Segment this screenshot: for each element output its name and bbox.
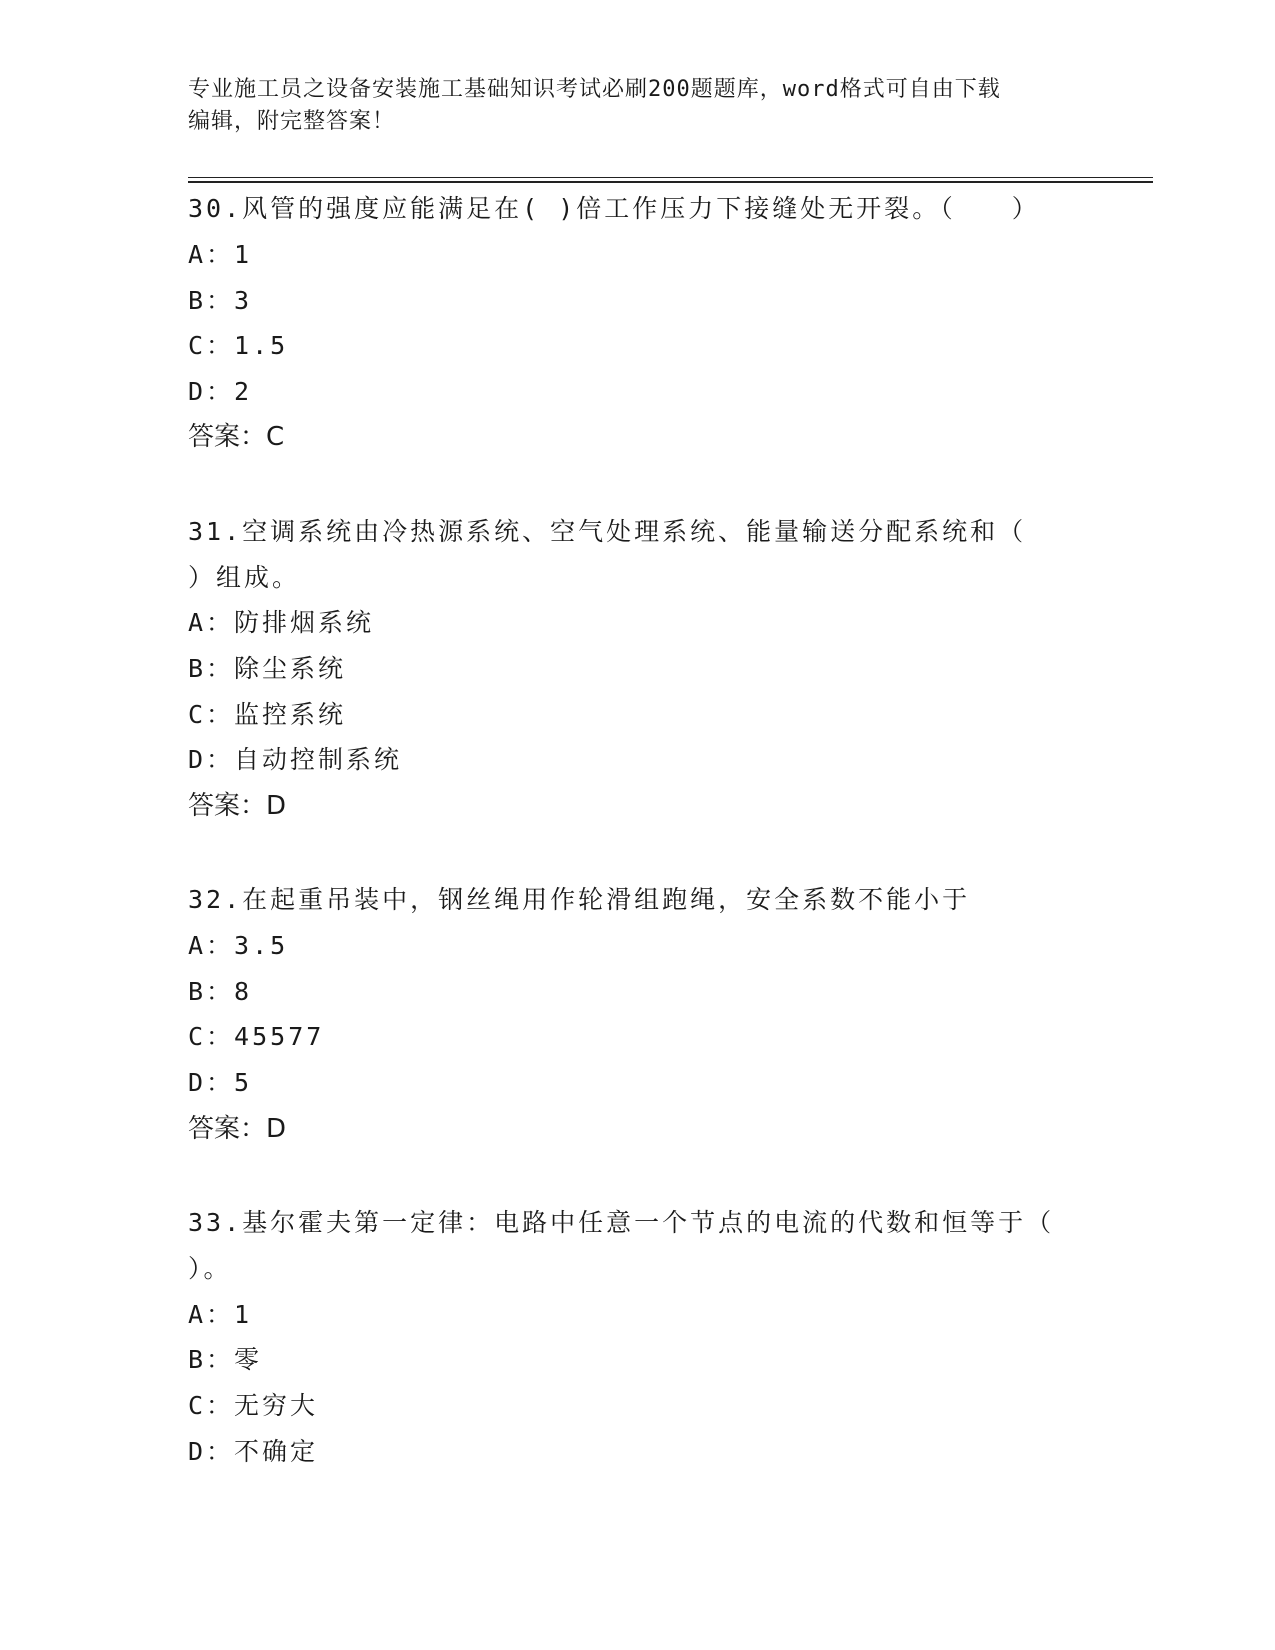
question-32-option-c: C：45577 <box>188 1022 325 1051</box>
document-header <box>188 74 1068 138</box>
question-31-answer: 答案：D <box>188 791 287 821</box>
question-31-option-d: D：自动控制系统 <box>188 745 403 774</box>
question-31-option-c: C：监控系统 <box>188 700 347 729</box>
question-31-title-line-1: 31.空调系统由冷热源系统、空气处理系统、能量输送分配系统和（ <box>188 517 1027 546</box>
question-32-option-b: B：8 <box>188 977 253 1006</box>
question-30-answer: 答案：C <box>188 422 285 452</box>
header-line-2: 编辑，附完整答案！ <box>188 109 396 134</box>
question-30-option-d: D：2 <box>188 377 253 406</box>
question-32-title: 32.在起重吊装中，钢丝绳用作轮滑组跑绳，安全系数不能小于 <box>188 885 971 914</box>
question-33-option-c: C：无穷大 <box>188 1391 319 1420</box>
question-33-option-b: B：零 <box>188 1345 263 1374</box>
question-30-option-b: B：3 <box>188 286 253 315</box>
question-33-title-line-1: 33.基尔霍夫第一定律：电路中任意一个节点的电流的代数和恒等于（ <box>188 1208 1055 1237</box>
question-33-option-d: D：不确定 <box>188 1437 319 1466</box>
question-33-title-line-2: ）。 <box>188 1254 232 1283</box>
question-30-option-c: C：1.5 <box>188 331 289 360</box>
header-divider-thin <box>188 177 1153 178</box>
question-31-option-a: A：防排烟系统 <box>188 608 375 637</box>
question-31-title-line-2: ）组成。 <box>188 563 301 592</box>
header-line-1: 专业施工员之设备安装施工基础知识考试必刷200题题库，word格式可自由下载 <box>188 77 1001 102</box>
header-divider-thick <box>188 181 1153 183</box>
question-32-option-d: D：5 <box>188 1068 253 1097</box>
question-30-title: 30.风管的强度应能满足在( )倍工作压力下接缝处无开裂。（ ） <box>188 194 1040 223</box>
question-31-option-b: B：除尘系统 <box>188 654 347 683</box>
question-32-answer: 答案：D <box>188 1114 287 1144</box>
question-33-option-a: A：1 <box>188 1300 253 1329</box>
question-30-option-a: A：1 <box>188 240 253 269</box>
question-32-option-a: A：3.5 <box>188 931 289 960</box>
